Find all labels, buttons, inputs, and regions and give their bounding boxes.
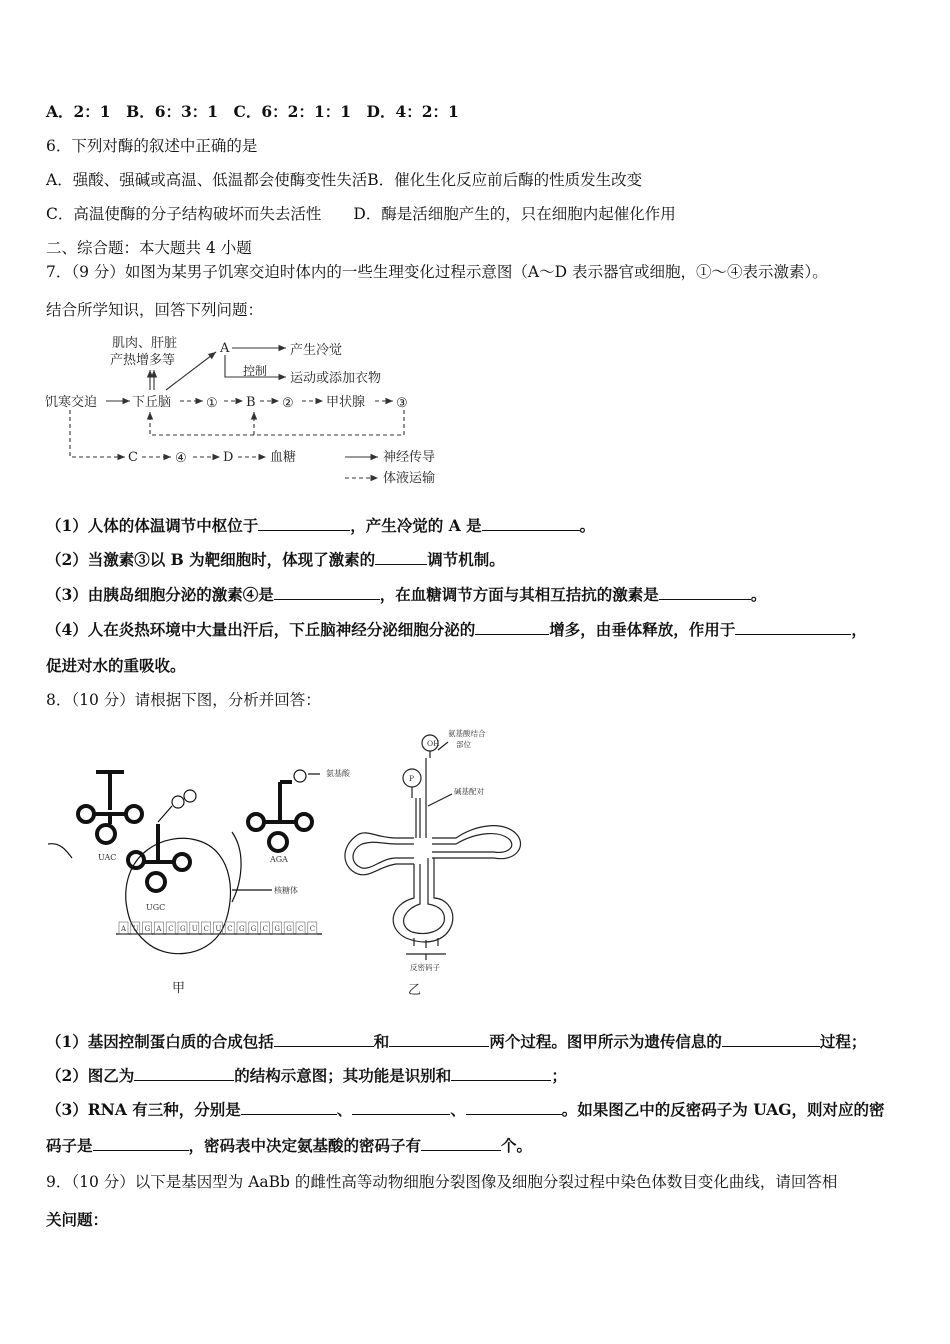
blank-8-2b[interactable] xyxy=(451,1066,551,1081)
label-p: P xyxy=(409,774,415,783)
mrna-base: G xyxy=(180,925,186,933)
q6-options-cd xyxy=(46,204,676,224)
anticodon-3: AGA xyxy=(270,855,288,864)
legend-nerve: 神经传导 xyxy=(383,450,436,465)
q7-p2-text-b: 调节机制。 xyxy=(427,550,505,569)
blank-8-3c[interactable] xyxy=(466,1100,562,1115)
mrna-base: G xyxy=(250,925,257,933)
q8-p1-text-d: 过程； xyxy=(819,1032,867,1051)
q6-option-d: D．酶是活细胞产生的，只在细胞内起催化作用 xyxy=(353,205,676,223)
q7-stem-1: 7．（9 分）如图为某男子饥寒交迫时体内的一些生理变化过程示意图（A～D 表示器官或细胞，①～④表示激素）。 xyxy=(46,263,828,281)
mrna-base: G xyxy=(239,925,245,933)
blank-8-1b[interactable] xyxy=(389,1032,489,1047)
blank-8-1c[interactable] xyxy=(722,1032,820,1047)
q9-stem-1 xyxy=(46,1172,837,1192)
blank-7-3a[interactable] xyxy=(274,585,380,600)
mrna-base: C xyxy=(262,925,268,933)
mrna-base: G xyxy=(144,925,151,933)
legend-fluid: 体液运输 xyxy=(383,471,436,486)
q7-part4-cont: 促进对水的重吸收。 xyxy=(46,656,186,675)
q6-options-ab xyxy=(46,170,642,190)
q8-p3-text-d: 。如果图乙中的反密码子为 UAG，则对应的密 xyxy=(561,1100,885,1119)
blank-7-4b[interactable] xyxy=(735,620,851,635)
blank-8-2a[interactable] xyxy=(134,1066,234,1081)
node-hormone-4: ④ xyxy=(175,451,187,466)
label-cold: 产生冷觉 xyxy=(290,343,343,358)
q9-stem-text-1: 9．（10 分）以下是基因型为 AaBb 的雌性高等动物细胞分裂图像及细胞分裂过程中染色体数目变化曲线，请回答相 xyxy=(46,1173,838,1191)
label-heat: 产热增多等 xyxy=(110,353,176,368)
mrna-base: C xyxy=(168,925,174,933)
figure-yi-label: 乙 xyxy=(408,983,422,998)
q8-p3-text-e: 码子是 xyxy=(46,1136,93,1155)
label-sugar: 血糖 xyxy=(270,450,297,465)
node-c: C xyxy=(128,450,138,465)
node-hypothalamus: 下丘脑 xyxy=(132,395,172,410)
q5-options: A．2：1 B．6：3：1 C．6：2：1：1 D．4：2：1 xyxy=(46,102,459,121)
q6-option-b: B．催化生化反应前后酶的性质发生改变 xyxy=(367,171,643,189)
q9-stem-2: 关问题： xyxy=(46,1210,109,1229)
q6-option-a: A．强酸、强碱或高温、低温都会使酶变性失活 xyxy=(46,171,368,189)
blank-8-3a[interactable] xyxy=(241,1100,337,1115)
q7-p3-text-c: 。 xyxy=(750,585,767,604)
mrna-base: U xyxy=(191,925,198,933)
q8-p3-text-g: 个。 xyxy=(501,1136,533,1155)
blank-7-1a[interactable] xyxy=(258,516,350,531)
q6-stem: 6．下列对酶的叙述中正确的是 xyxy=(46,137,258,155)
label-aa-site-1: 氨基酸结合 xyxy=(448,729,486,738)
q7-part3 xyxy=(46,585,766,605)
mrna-base: C xyxy=(309,925,316,933)
q8-p2-text-c: ； xyxy=(551,1066,567,1085)
label-clothes: 运动或添加衣物 xyxy=(290,371,382,386)
node-a: A xyxy=(220,341,230,356)
mrna-base: G xyxy=(274,925,280,933)
label-aa-site-2: 部位 xyxy=(456,740,471,749)
figure-jia-label: 甲 xyxy=(172,981,186,996)
label-control: 控制 xyxy=(243,364,268,378)
mrna-base: C xyxy=(298,925,304,933)
q7-stem-2: 结合所学知识，回答下列问题： xyxy=(46,301,264,319)
node-d: D xyxy=(223,450,234,465)
node-hormone-2: ② xyxy=(282,396,294,411)
label-hunger: 饥寒交迫 xyxy=(45,395,98,410)
mrna-base: U xyxy=(132,925,139,933)
q7-diagram xyxy=(40,330,480,490)
node-thyroid: 甲状腺 xyxy=(326,395,366,410)
mrna-base: A xyxy=(121,925,127,933)
q7-p1-text-b: ，产生冷觉的 A 是 xyxy=(350,516,482,535)
q7-p1-text-c: 。 xyxy=(579,516,596,535)
q8-part2 xyxy=(46,1066,567,1086)
blank-8-1a[interactable] xyxy=(274,1032,374,1047)
label-ribosome: 核糖体 xyxy=(274,886,298,895)
blank-7-1b[interactable] xyxy=(482,516,580,531)
q8-p1-text-c: 两个过程。图甲所示为遗传信息的 xyxy=(489,1032,722,1051)
blank-7-3b[interactable] xyxy=(659,585,751,600)
q8-p3-text-f: ，密码表中决定氨基酸的密码子有 xyxy=(188,1136,422,1155)
mrna-base: C xyxy=(203,925,209,933)
node-b: B xyxy=(246,395,256,410)
blank-8-3e[interactable] xyxy=(421,1136,501,1151)
blank-7-2[interactable] xyxy=(375,550,427,565)
q8-stem: 8．（10 分）请根据下图，分析并回答： xyxy=(46,691,321,709)
q6-option-c: C．高温使酶的分子结构破坏而失去活性 xyxy=(46,205,322,223)
blank-7-4a[interactable] xyxy=(475,620,549,635)
label-base-pairing: 碱基配对 xyxy=(454,787,484,796)
q8-part1 xyxy=(46,1032,866,1052)
blank-8-3b[interactable] xyxy=(352,1100,450,1115)
q8-p3-text-a: （3）RNA 有三种，分别是 xyxy=(46,1100,241,1119)
q8-p2-text-a: （2）图乙为 xyxy=(46,1066,135,1085)
q7-part4 xyxy=(46,620,867,640)
anticodon-1: UAC xyxy=(98,853,117,862)
label-oh: OH xyxy=(427,739,440,748)
q8-part3-cont xyxy=(46,1136,532,1156)
q8-p3-text-c: 、 xyxy=(450,1100,466,1119)
q7-p4-text-c: ， xyxy=(851,620,867,639)
mrna-base: C xyxy=(227,925,233,933)
node-hormone-3: ③ xyxy=(396,396,408,411)
label-muscle-liver: 肌肉、肝脏 xyxy=(112,336,178,351)
q8-p2-text-b: 的结构示意图；其功能是识别和 xyxy=(234,1066,452,1085)
mrna-base: U xyxy=(215,925,222,933)
node-hormone-1: ① xyxy=(206,396,218,411)
figure-yi xyxy=(336,728,536,1000)
section-title: 二、综合题：本大题共 4 小题 xyxy=(46,239,252,257)
figure-jia xyxy=(46,762,350,1002)
q8-p1-text-b: 和 xyxy=(373,1032,390,1051)
label-amino-acid: 氨基酸 xyxy=(326,769,350,778)
q8-p3-text-b: 、 xyxy=(336,1100,353,1119)
q7-p1-text-a: （1）人体的体温调节中枢位于 xyxy=(46,516,259,535)
q7-part2 xyxy=(46,550,505,570)
q8-p1-text-a: （1）基因控制蛋白质的合成包括 xyxy=(46,1032,274,1051)
q7-p4-text-a: （4）人在炎热环境中大量出汗后，下丘脑神经分泌细胞分泌的 xyxy=(46,620,476,639)
q8-part3 xyxy=(46,1100,885,1120)
label-anticodon: 反密码子 xyxy=(410,963,440,972)
q7-p3-text-a: （3）由胰岛细胞分泌的激素④是 xyxy=(46,585,274,604)
q7-p2-text-a: （2）当激素③以 B 为靶细胞时，体现了激素的 xyxy=(46,550,376,569)
mrna-base: G xyxy=(286,925,292,933)
q7-p4-text-b: 增多，由垂体释放，作用于 xyxy=(549,620,736,639)
blank-8-3d[interactable] xyxy=(93,1136,189,1151)
q7-p3-text-b: ，在血糖调节方面与其相互拮抗的激素是 xyxy=(379,585,659,604)
anticodon-2: UGC xyxy=(146,903,166,912)
q7-part1 xyxy=(46,516,595,536)
mrna-base: A xyxy=(156,925,162,933)
